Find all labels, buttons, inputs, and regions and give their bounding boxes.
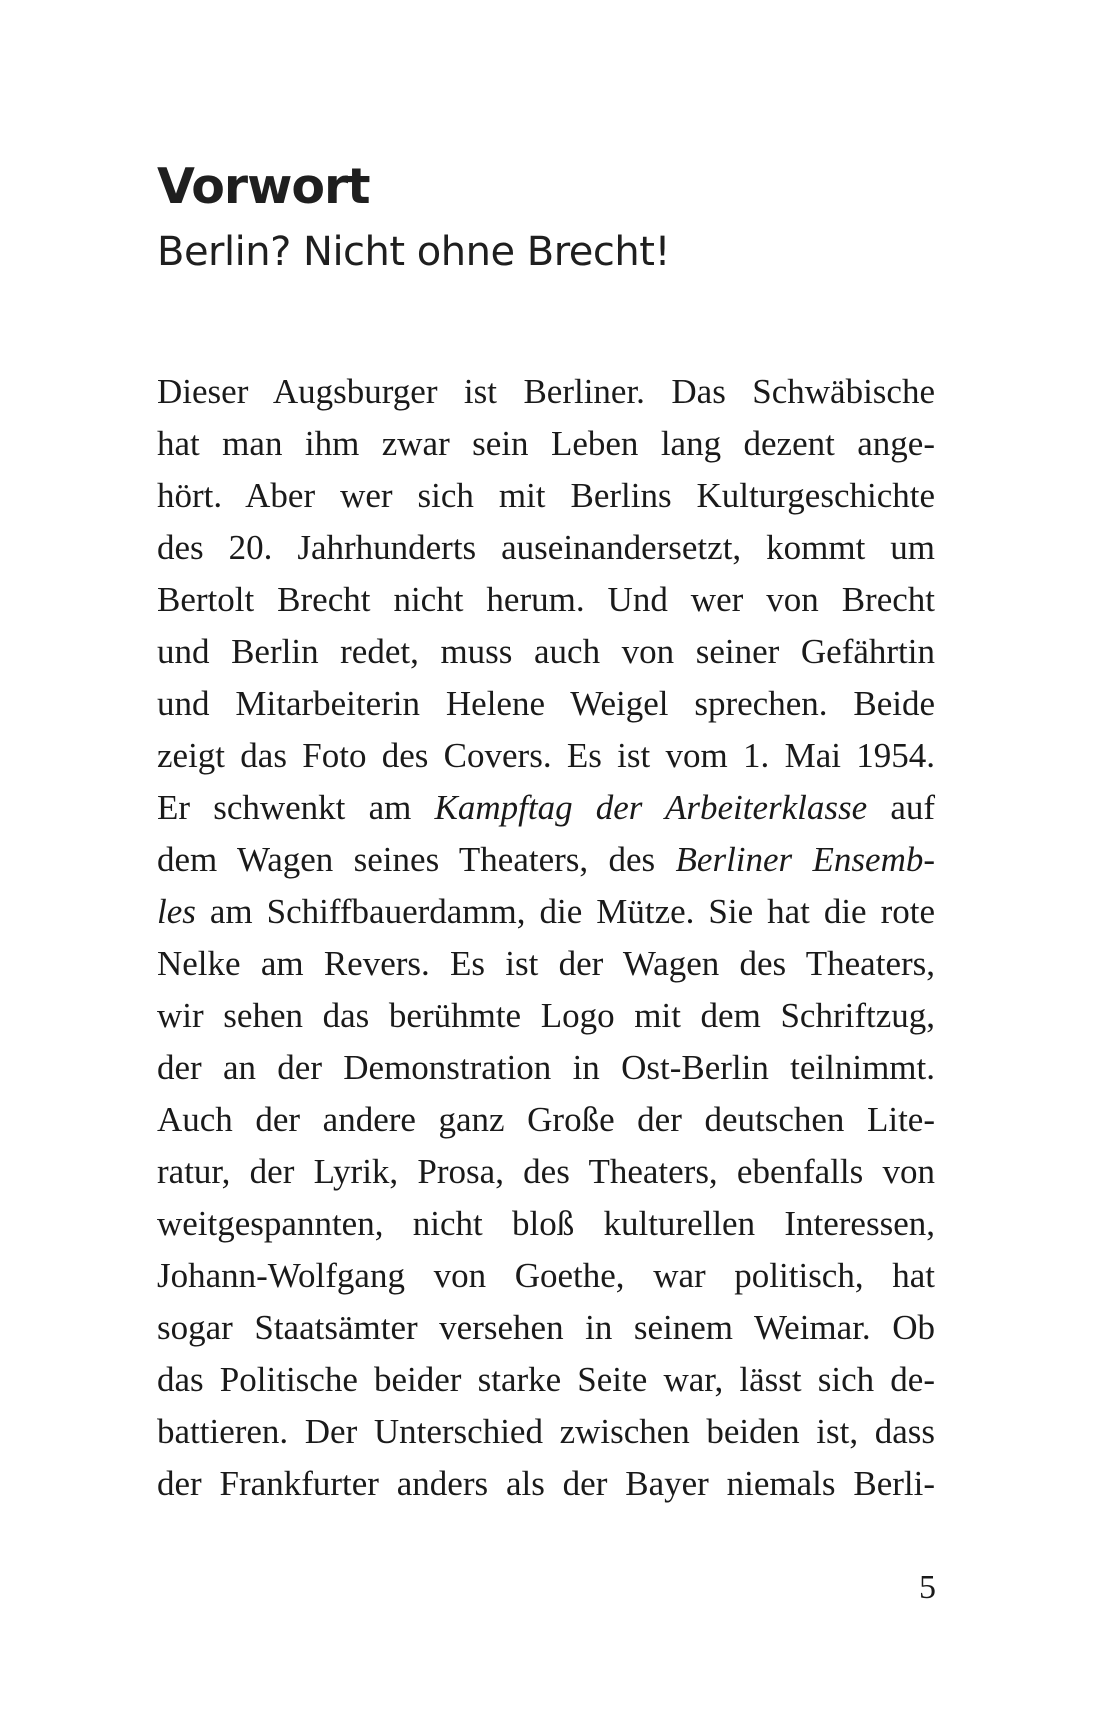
italic-text-segment: Kampftag der Arbeiterklasse [434, 788, 868, 827]
text-segment: hat man ihm zwar sein Leben lang dezent ange- [157, 424, 935, 463]
text-line [157, 418, 935, 470]
text-line [157, 1354, 935, 1406]
text-segment: des 20. Jahrhunderts auseinandersetzt, kommt um [157, 528, 935, 567]
italic-text-segment: Berliner Ensemb- [675, 840, 935, 879]
text-line [157, 938, 935, 990]
text-segment: sogar Staatsämter versehen in seinem Weimar. Ob [157, 1308, 935, 1347]
text-line [157, 886, 935, 938]
text-line [157, 1094, 935, 1146]
text-line [157, 366, 935, 418]
text-segment: battieren. Der Unterschied zwischen beiden ist, dass [157, 1412, 935, 1451]
text-segment: auf [867, 788, 936, 827]
text-line [157, 1458, 935, 1510]
text-segment: am Schiffbauerdamm, die Mütze. Sie hat die rote [195, 892, 935, 931]
text-segment: Johann-Wolfgang von Goethe, war politisch, hat [157, 1256, 935, 1295]
text-segment: Er schwenkt am [157, 788, 435, 827]
text-line [157, 678, 935, 730]
text-segment: Dieser Augsburger ist Berliner. Das Schwäbische [157, 372, 935, 411]
text-line [157, 990, 935, 1042]
text-line [157, 730, 935, 782]
text-line [157, 522, 935, 574]
text-segment: Bertolt Brecht nicht herum. Und wer von Brecht [157, 580, 935, 619]
chapter-subtitle: Berlin? Nicht ohne Brecht! [157, 229, 670, 275]
text-segment: wir sehen das berühmte Logo mit dem Schriftzug, [157, 996, 935, 1035]
text-line [157, 1406, 935, 1458]
text-segment: der an der Demonstration in Ost-Berlin teilnimmt. [157, 1048, 935, 1087]
text-line [157, 782, 935, 834]
text-line [157, 470, 935, 522]
text-segment: dem Wagen seines Theaters, des [157, 840, 676, 879]
text-segment: zeigt das Foto des Covers. Es ist vom 1. Mai 1954. [157, 736, 935, 775]
text-segment: und Berlin redet, muss auch von seiner Gefährtin [157, 632, 935, 671]
text-segment: das Politische beider starke Seite war, lässt sich de- [157, 1360, 935, 1399]
italic-text-segment: les [157, 892, 196, 931]
text-segment: hört. Aber wer sich mit Berlins Kulturgeschichte [157, 476, 935, 515]
text-segment: ratur, der Lyrik, Prosa, des Theaters, ebenfalls von [157, 1152, 935, 1191]
text-line [157, 834, 935, 886]
text-segment: weitgespannten, nicht bloß kulturellen Interessen, [157, 1204, 935, 1243]
chapter-title: Vorwort [157, 158, 370, 215]
text-line [157, 1198, 935, 1250]
text-line [157, 626, 935, 678]
text-line [157, 1302, 935, 1354]
page-number: 5 [919, 1569, 936, 1606]
body-text [157, 366, 935, 1510]
text-line [157, 1042, 935, 1094]
text-line [157, 1250, 935, 1302]
text-line [157, 574, 935, 626]
text-segment: und Mitarbeiterin Helene Weigel sprechen. Beide [157, 684, 935, 723]
text-segment: Nelke am Revers. Es ist der Wagen des Theaters, [157, 944, 935, 983]
text-line [157, 1146, 935, 1198]
text-segment: Auch der andere ganz Große der deutschen Lite- [157, 1100, 935, 1139]
text-segment: der Frankfurter anders als der Bayer niemals Berli- [157, 1464, 935, 1503]
